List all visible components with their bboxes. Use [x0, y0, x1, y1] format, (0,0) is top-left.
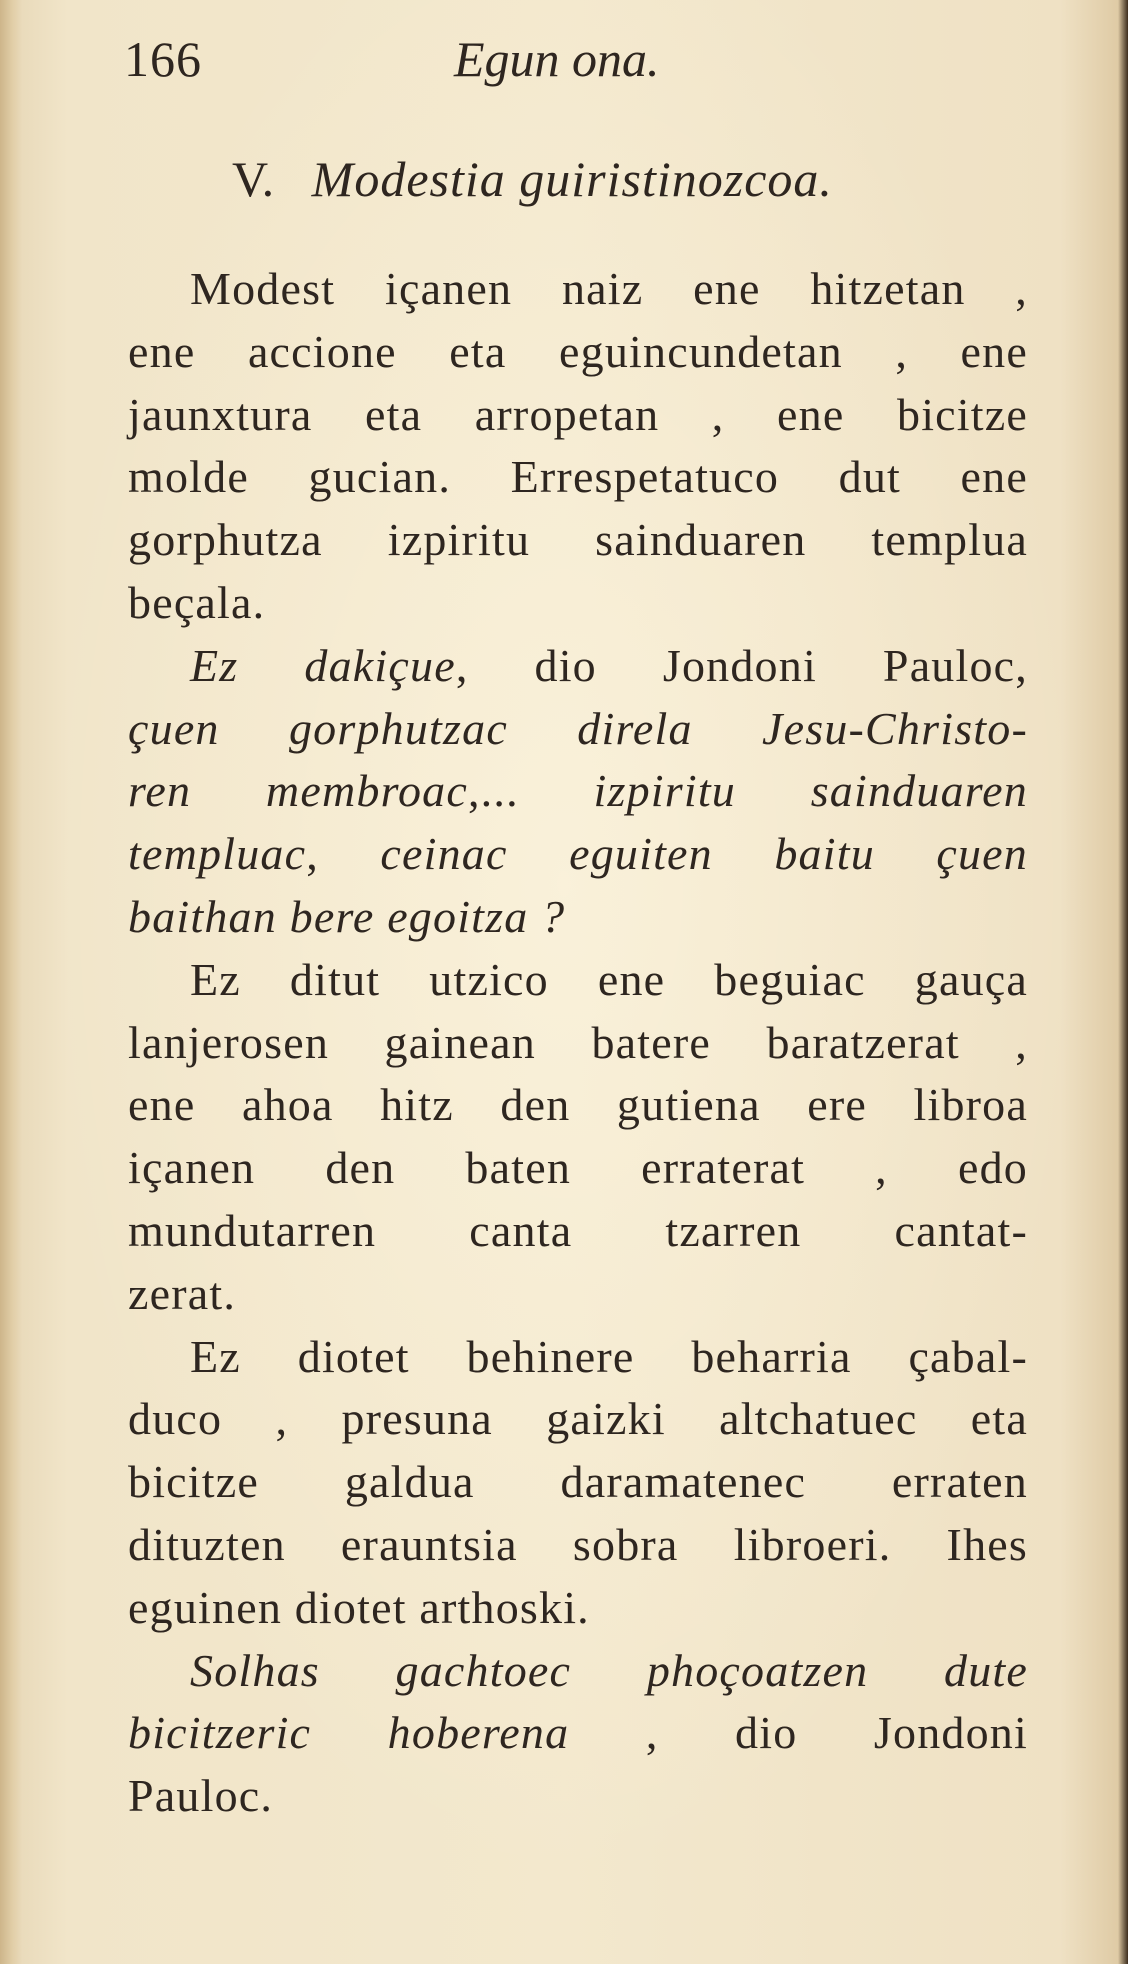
text-line: mundutarren canta tzarren cantat-: [128, 1204, 1028, 1256]
text-line: gorphutza izpiritu sainduaren templua: [128, 514, 1028, 566]
body-text: [128, 258, 1028, 1828]
section-heading: [232, 148, 833, 210]
running-head: [124, 24, 1024, 94]
text-line: Pauloc.: [128, 1770, 274, 1822]
text-line: baithan bere egoitza ?: [128, 890, 566, 942]
text-line: Ez ditut utzico ene beguiac gauça: [190, 953, 1028, 1005]
running-title: Egun ona.: [454, 31, 660, 87]
text-line: Solhas gachtoec phoçoatzen dute: [190, 1644, 1028, 1696]
section-number: V.: [232, 151, 275, 207]
text-line: Ez diotet behinere beharria çabal-: [190, 1330, 1028, 1382]
text-line: ene ahoa hitz den gutiena ere libroa: [128, 1079, 1028, 1131]
text-line: beçala.: [128, 576, 266, 628]
page-number: 166: [124, 31, 202, 87]
page-gutter-shadow: [0, 0, 22, 1964]
text-line: eguinen diotet arthoski.: [128, 1581, 590, 1633]
text-line: lanjerosen gainean batere baratzerat ,: [128, 1016, 1028, 1068]
text-line: dituzten erauntsia sobra libroeri. Ihes: [128, 1518, 1028, 1570]
text-line: ren membroac,... izpiritu sainduaren: [128, 765, 1028, 817]
text-line: Ez dakiçue, dio Jondoni Pauloc,: [190, 639, 1029, 691]
text-line: içanen den baten erraterat , edo: [128, 1142, 1028, 1194]
section-title: Modestia guiristinozcoa.: [311, 151, 833, 207]
text-line: bicitzeric hoberena , dio Jondoni: [128, 1707, 1028, 1759]
text-line: jaunxtura eta arropetan , ene bicitze: [128, 388, 1028, 440]
text-line: templuac, ceinac eguiten baitu çuen: [128, 828, 1028, 880]
page-edge-shadow: [1118, 0, 1128, 1964]
text-line: Modest içanen naiz ene hitzetan ,: [190, 263, 1028, 314]
text-line: molde gucian. Errespetatuco dut ene: [128, 451, 1028, 503]
text-line: bicitze galdua daramatenec erraten: [128, 1456, 1028, 1508]
text-line: duco , presuna gaizki altchatuec eta: [128, 1393, 1028, 1445]
text-line: çuen gorphutzac direla Jesu-Christo-: [128, 702, 1028, 754]
text-line: ene accione eta eguincundetan , ene: [128, 325, 1028, 377]
text-line: zerat.: [128, 1267, 237, 1319]
